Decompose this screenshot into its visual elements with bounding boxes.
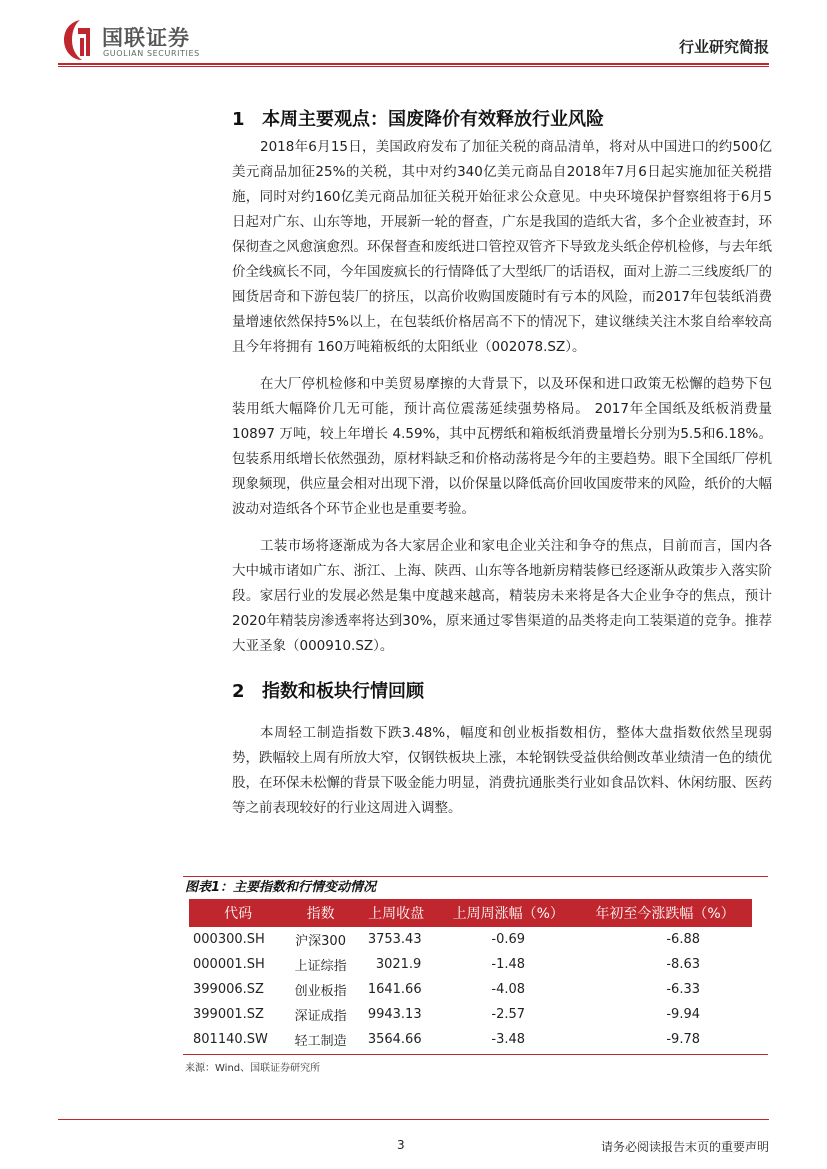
figure-1 <box>183 876 768 1074</box>
cell-ytd: -9.78 <box>666 1032 700 1047</box>
figure-source: 来源：Wind、国联证券研究所 <box>185 1063 321 1074</box>
cell-code: 399001.SZ <box>193 1007 264 1022</box>
cell-code: 000001.SH <box>193 957 265 972</box>
company-logo <box>62 18 222 62</box>
section-1-number: 1 <box>232 109 245 130</box>
cell-close: 1641.66 <box>367 982 422 997</box>
section-1-title: 本周主要观点：国废降价有效释放行业风险 <box>262 109 604 130</box>
table-row <box>189 927 752 952</box>
main-content <box>232 105 772 821</box>
cell-close: 3564.66 <box>367 1032 422 1047</box>
paragraph-1: 2018年6月15日，美国政府发布了加征关税的商品清单，将对从中国进口的约500亿美元商品加征25%的关税，其中对约340亿美元商品自2018年7月6日起实施加征关税措施，同时对约160亿美元商品加征关税开始征求公众意见。中央环境保护督察组将于6月5日起对广东、山东等地，开展新一轮的督查，广东是我国的造纸大省，多个企业被查封，环保彻查之风愈演愈烈。环保督查和废纸进口管控双管齐下导致龙头纸企停机检修，与去年纸价全线疯长不同，今年国废疯长的行情降低了大型纸厂的话语权，面对上游二三线废纸厂的囤货居奇和下游包装厂的挤压，以高价收购国废随时有亏本的风险，而2017年包装纸消费量增速依然保持5%以上，在包装纸价格居高不下的情况下，建议继续关注木浆自给率较高且今年将拥有 160万吨箱板纸的太阳纸业（002078.SZ）。 <box>232 139 772 355</box>
figure-bottom-rule <box>183 1054 768 1055</box>
cell-weekly: -3.48 <box>491 1032 526 1047</box>
col-header-ytd-change: 年初至今涨跌幅（%） <box>578 899 752 927</box>
col-header-weekly-change: 上周周涨幅（%） <box>438 899 578 927</box>
col-header-close: 上周收盘 <box>354 899 439 927</box>
report-type-label: 行业研究简报 <box>678 38 769 56</box>
cell-code: 000300.SH <box>193 932 265 947</box>
footer-disclaimer: 请务必阅读报告末页的重要声明 <box>600 1140 769 1154</box>
cell-index: 上证综指 <box>294 959 347 974</box>
cell-ytd: -8.63 <box>666 957 700 972</box>
section-1-heading <box>232 105 772 135</box>
index-table <box>189 899 752 1052</box>
cell-weekly: -4.08 <box>491 982 526 997</box>
section-2-number: 2 <box>232 681 245 702</box>
cell-index: 轻工制造 <box>294 1034 347 1049</box>
paragraph-3: 工装市场将逐渐成为各大家居企业和家电企业关注和争夺的焦点，目前而言，国内各大中城市诸如广东、浙江、上海、陕西、山东等各地新房精装修已经逐渐从政策步入落实阶段。家居行业的发展必然是集中度越来越高，精装房未来将是各大企业争夺的焦点，预计2020年精装房渗透率将达到30%，原来通过零售渠道的品类将走向工装渠道的竞争。推荐大亚圣象（000910.SZ）。 <box>232 538 772 654</box>
cell-close: 9943.13 <box>367 1007 422 1022</box>
cell-weekly: -2.57 <box>491 1007 526 1022</box>
figure-title: 图表1：主要指数和行情变动情况 <box>183 876 768 899</box>
section-2-heading <box>232 677 772 707</box>
cell-weekly: -1.48 <box>491 957 526 972</box>
cell-index: 深证成指 <box>294 1009 347 1024</box>
cell-code: 399006.SZ <box>193 982 264 997</box>
header-rule-thin <box>58 66 769 67</box>
cell-index: 沪深300 <box>295 934 346 949</box>
paragraph-2: 在大厂停机检修和中美贸易摩擦的大背景下，以及环保和进口政策无松懈的趋势下包装用纸大幅降价几无可能，预计高位震荡延续强势格局。 2017年全国纸及纸板消费量 10897 万吨，较上年增长 4.59%，其中瓦楞纸和箱板纸消费量增长分别为5.5和6.18%。包装系用纸增长依然强劲，原材料缺乏和价格动荡将是今年的主要趋势。眼下全国纸厂停机现象频现，供应量会相对出现下滑，以价保量以降低高价回收国废带来的风险，纸价的大幅波动对造纸各个环节企业也是重要考验。 <box>232 376 772 517</box>
page-header <box>0 0 827 72</box>
table-row <box>189 1027 752 1052</box>
cell-ytd: -6.33 <box>666 982 700 997</box>
logo-text-cn: 国联证券 <box>102 26 190 50</box>
cell-index: 创业板指 <box>294 984 347 999</box>
col-header-code: 代码 <box>189 899 287 927</box>
cell-weekly: -0.69 <box>491 932 526 947</box>
cell-code: 801140.SW <box>193 1032 268 1047</box>
table-row <box>189 1002 752 1027</box>
cell-close: 3021.9 <box>375 957 422 972</box>
footer-rule <box>58 1119 769 1120</box>
page-number: 3 <box>397 1138 405 1152</box>
col-header-index: 指数 <box>287 899 354 927</box>
header-rule <box>58 63 769 65</box>
guolian-logo-icon <box>62 18 98 62</box>
cell-ytd: -9.94 <box>666 1007 700 1022</box>
table-row <box>189 952 752 977</box>
paragraph-4: 本周轻工制造指数下跌3.48%，幅度和创业板指数相仿，整体大盘指数依然呈现弱势，跌幅较上周有所放大窄，仅钢铁板块上涨，本轮钢铁受益供给侧改革业绩清一色的绩优股，在环保未松懈的背景下吸金能力明显，消费抗通胀类行业如食品饮料、休闲纺服、医药等之前表现较好的行业这周进入调整。 <box>232 725 772 816</box>
cell-ytd: -6.88 <box>666 932 700 947</box>
table-header-row <box>189 899 752 927</box>
cell-close: 3753.43 <box>367 932 422 947</box>
section-2-title: 指数和板块行情回顾 <box>262 681 424 702</box>
logo-text-en: GUOLIAN SECURITIES <box>103 49 200 58</box>
table-row <box>189 977 752 1002</box>
